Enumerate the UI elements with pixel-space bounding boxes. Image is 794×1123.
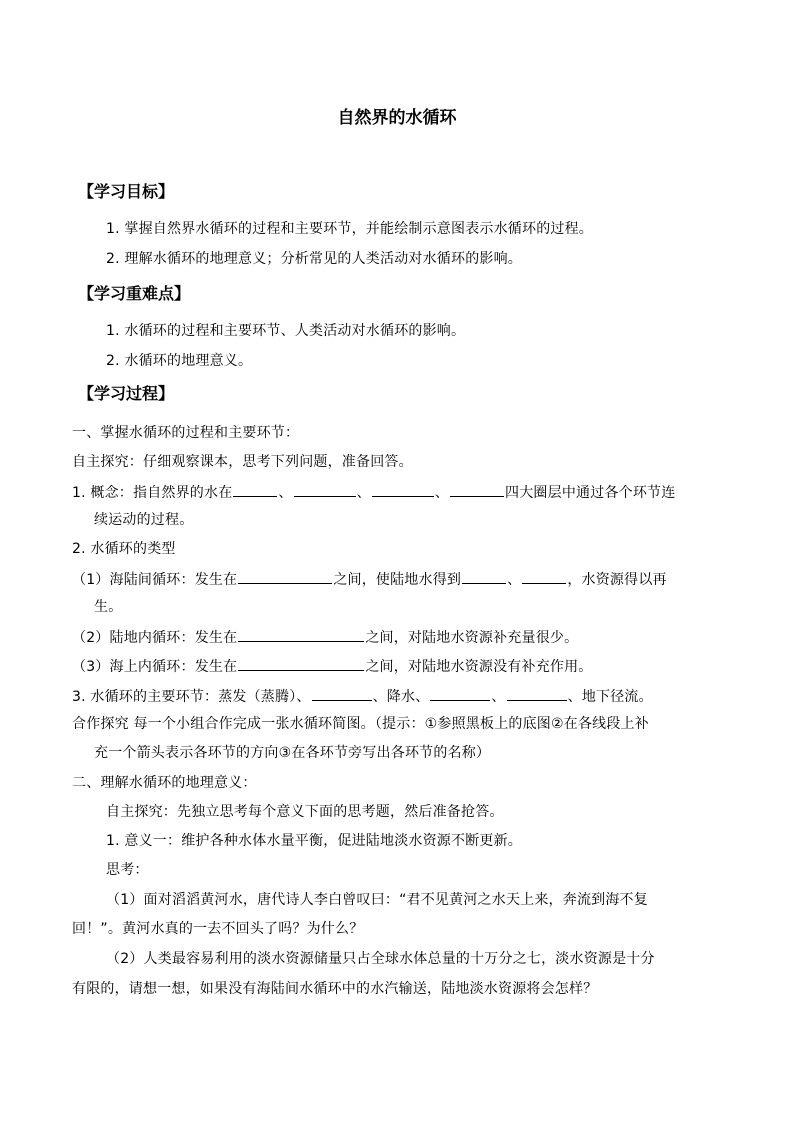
fill-blank <box>233 482 277 497</box>
steps-line: 3. 水循环的主要环节：蒸发（蒸腾）、 、降水、 、 、地下径流。 <box>72 686 653 706</box>
think-label: 思考： <box>106 862 149 878</box>
fill-blank <box>522 569 566 584</box>
fill-blank <box>462 569 506 584</box>
coop-line: 合作探究 每一个小组合作完成一张水循环简图。（提示：①参照黑板上的底图②在各线段上补 <box>72 716 649 732</box>
part1-heading: 一、掌握水循环的过程和主要环节： <box>72 425 300 441</box>
concept-line-cont: 续运动的过程。 <box>94 512 194 528</box>
section-heading-process: 【学习过程】 <box>78 384 175 403</box>
goal-item: 1. 掌握自然界水循环的过程和主要环节，并能绘制示意图表示水循环的过程。 <box>106 221 594 237</box>
fill-blank <box>238 569 332 584</box>
fill-blank <box>507 686 567 701</box>
fill-blank <box>372 482 434 497</box>
fill-blank <box>430 686 490 701</box>
part2-heading: 二、理解水循环的地理意义： <box>72 775 257 791</box>
question-2-cont: 有限的，请想一想，如果没有海陆间水循环中的水汽输送，陆地淡水资源将会怎样？ <box>72 981 598 997</box>
key-point-item: 1. 水循环的过程和主要环节、人类活动对水循环的影响。 <box>106 323 466 339</box>
type1-line: （1）海陆间循环：发生在 之间，使陆地水得到 、 ，水资源得以再 <box>72 569 667 589</box>
fill-blank <box>294 482 356 497</box>
type1-line-cont: 生。 <box>94 599 123 615</box>
types-heading: 2. 水循环的类型 <box>72 541 176 557</box>
section-heading-key-points: 【学习重难点】 <box>78 284 191 303</box>
concept-text-a: 1. 概念：指自然界的水在 <box>72 485 233 501</box>
meaning-one: 1. 意义一：维护各种水体水量平衡，促进陆地淡水资源不断更新。 <box>106 833 523 849</box>
concept-line: 1. 概念：指自然界的水在 、 、 、 四大圈层中通过各个环节连 <box>72 482 675 502</box>
type3-line: （3）海上内循环：发生在 之间，对陆地水资源没有补充作用。 <box>72 656 593 676</box>
fill-blank <box>238 627 364 642</box>
question-2: （2）人类最容易利用的淡水资源储量只占全球水体总量的十万分之七，淡水资源是十分 <box>106 951 655 967</box>
section-heading-goals: 【学习目标】 <box>78 182 175 201</box>
part1-self-explore: 自主探究：仔细观察课本，思考下列问题，准备回答。 <box>72 454 413 470</box>
coop-line-cont: 充一个箭头表示各环节的方向③在各环节旁写出各环节的名称） <box>94 745 491 761</box>
page-title: 自然界的水循环 <box>337 108 457 128</box>
fill-blank <box>238 656 364 671</box>
key-point-item: 2. 水循环的地理意义。 <box>106 353 253 369</box>
concept-text-b: 四大圈层中通过各个环节连 <box>505 485 676 501</box>
question-1: （1）面对滔滔黄河水，唐代诗人李白曾叹曰：“君不见黄河之水天上来，奔流到海不复 <box>106 892 648 908</box>
fill-blank <box>450 482 504 497</box>
question-1-cont: 回！”。黄河水真的一去不回头了吗？为什么？ <box>72 921 364 937</box>
fill-blank <box>312 686 372 701</box>
part2-self-explore: 自主探究：先独立思考每个意义下面的思考题，然后准备抢答。 <box>106 804 504 820</box>
goal-item: 2. 理解水循环的地理意义；分析常见的人类活动对水循环的影响。 <box>106 251 523 267</box>
type2-line: （2）陆地内循环：发生在 之间，对陆地水资源补充量很少。 <box>72 627 578 647</box>
